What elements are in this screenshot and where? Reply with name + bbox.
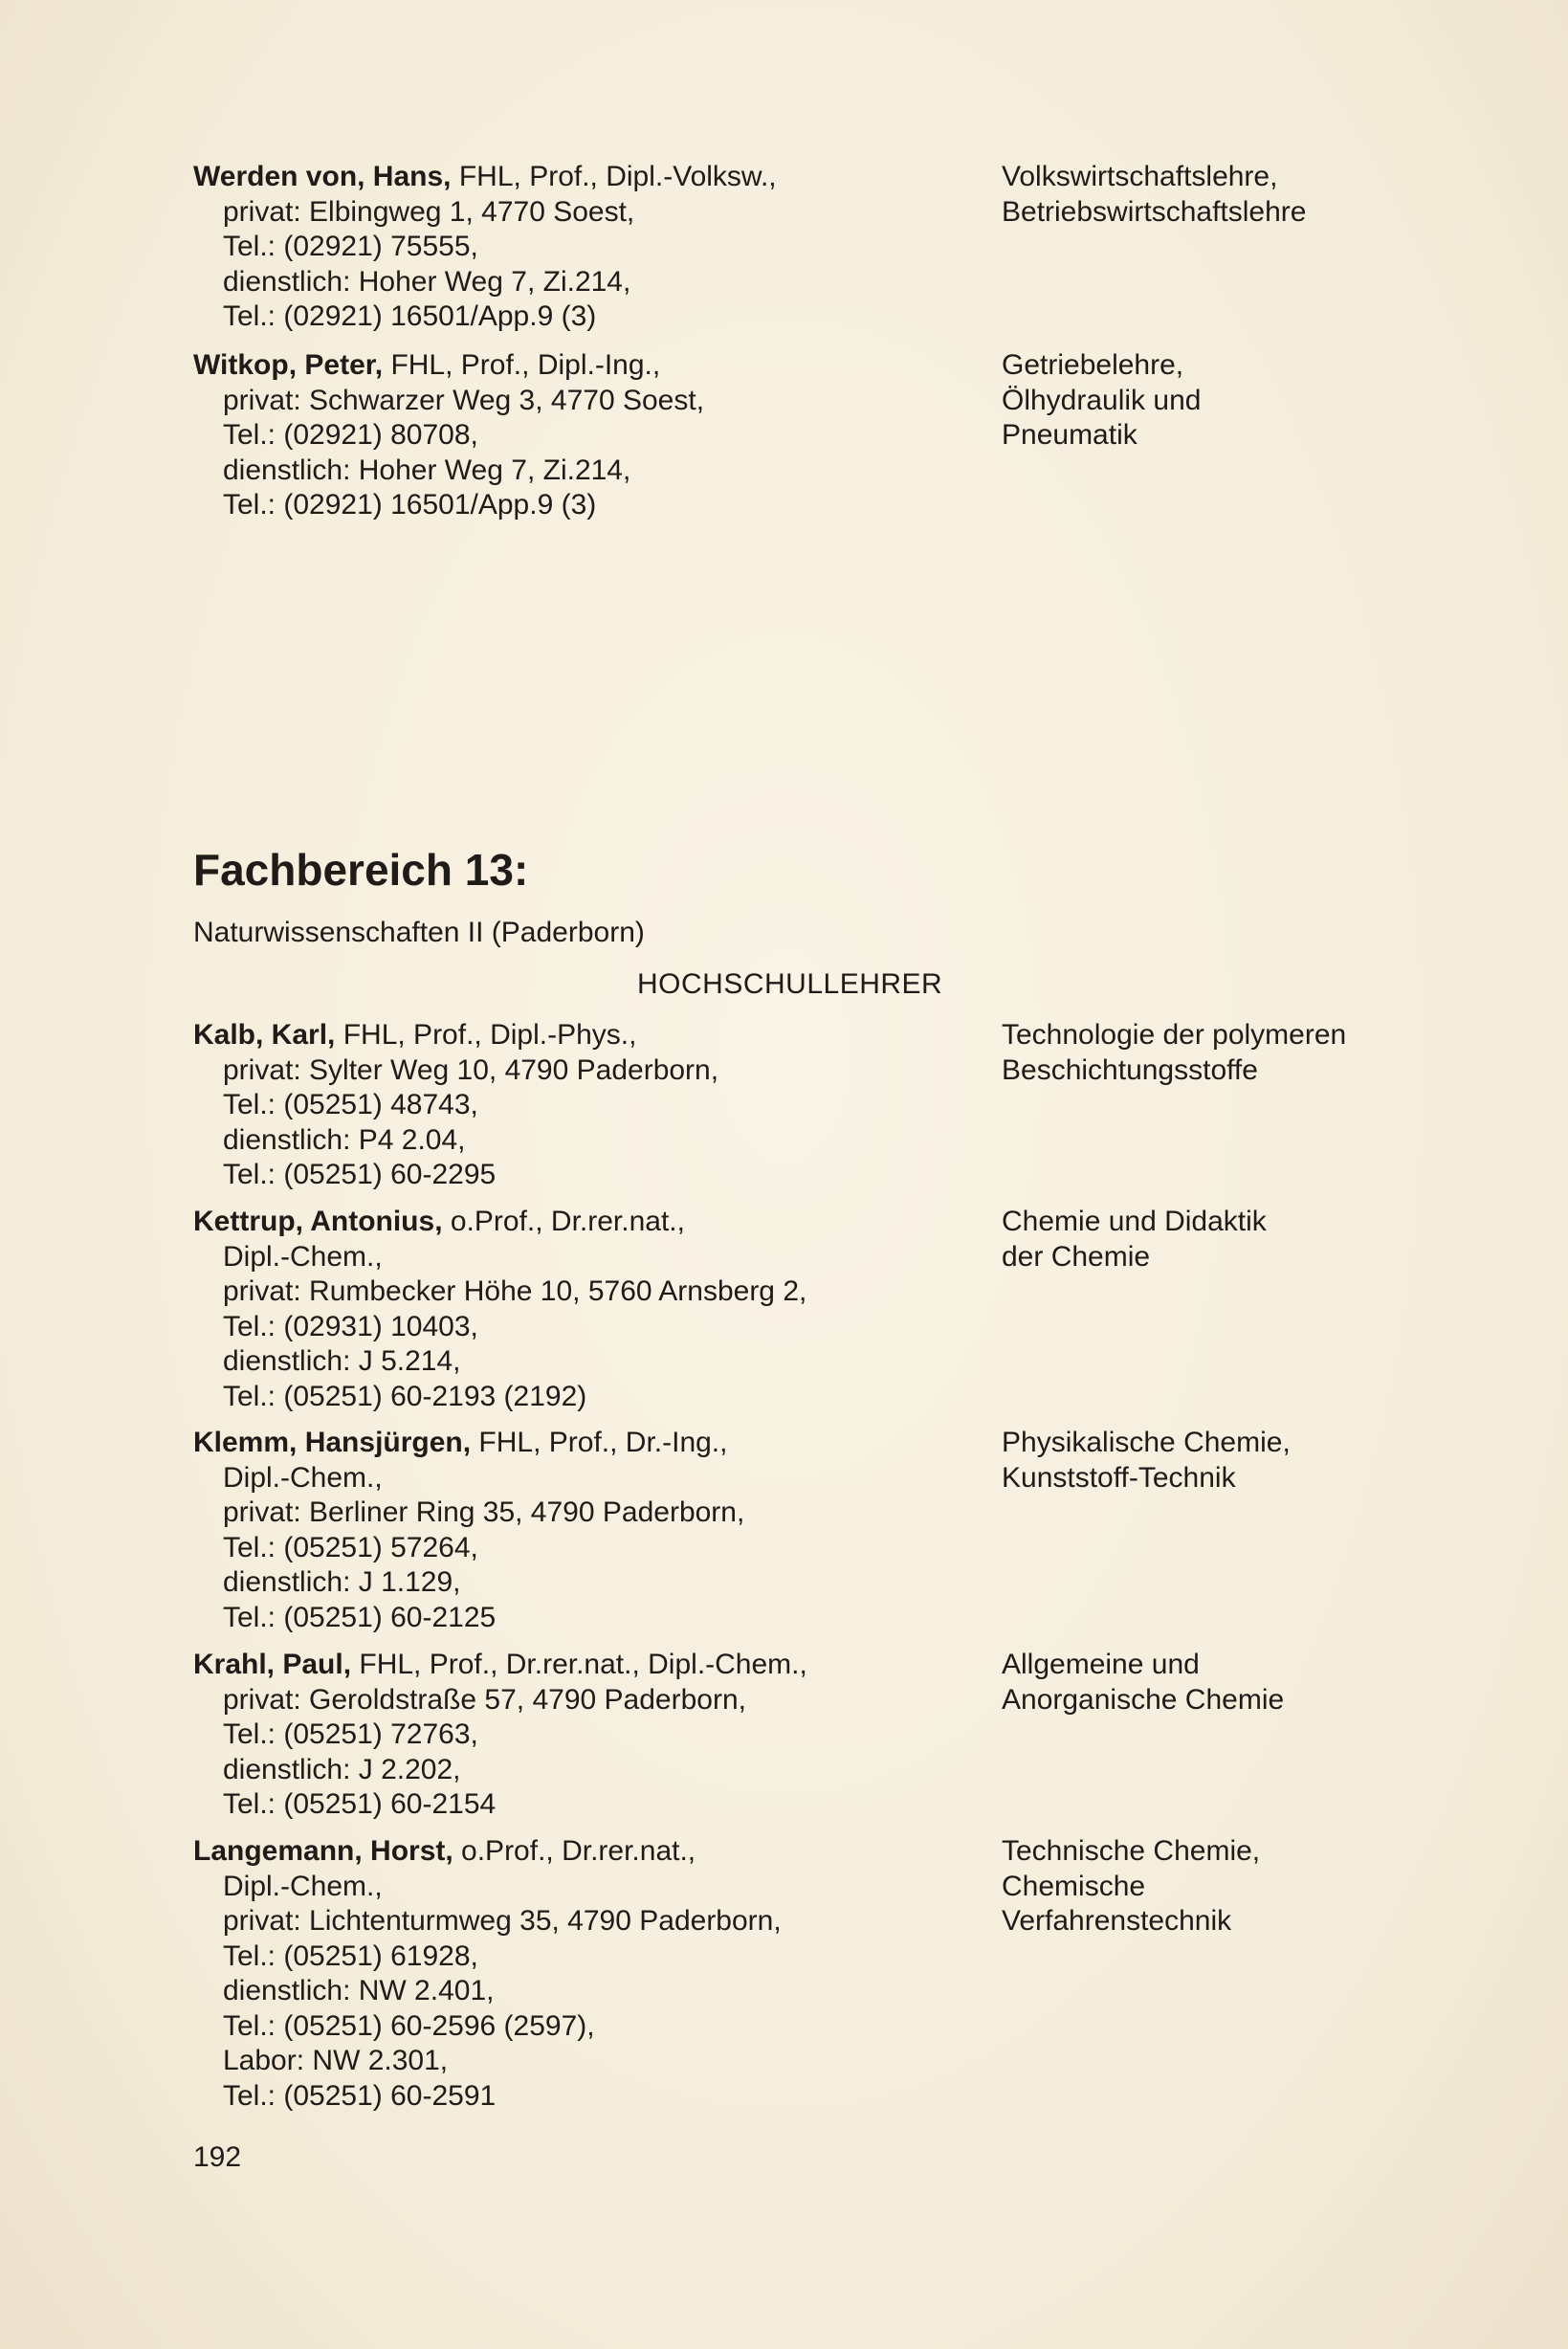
section-subtitle: Naturwissenschaften II (Paderborn) [193,917,645,948]
subject-line: der Chemie [1002,1240,1151,1273]
entry-line: Dipl.-Chem., [223,1240,383,1273]
entry-subjects [1002,1834,1499,1939]
entry-subjects [1002,1205,1499,1274]
entry-name: Witkop, Peter, [193,349,384,381]
entry-name: Werden von, Hans, [193,161,452,192]
entry-line: Tel.: (02931) 10403, [223,1310,478,1342]
section-heading: HOCHSCHULLEHRER [637,968,943,1000]
entry-line: Tel.: (05251) 61928, [223,1939,478,1972]
entry-line: Tel.: (02921) 80708, [223,419,478,451]
entry-line: Tel.: (05251) 48743, [223,1089,478,1120]
entry-line: Tel.: (05251) 60-2125 [223,1601,497,1633]
entry-line: Tel.: (05251) 60-2193 (2192) [223,1380,587,1412]
entry-name: Kalb, Karl, [193,1019,336,1051]
entry-line: dienstlich: Hoher Weg 7, Zi.214, [223,454,631,486]
subject-line: Beschichtungsstoffe [1002,1053,1258,1086]
entry-line: privat: Rumbecker Höhe 10, 5760 Arnsberg 2, [223,1275,807,1307]
entry-line: Tel.: (05251) 60-2295 [223,1159,497,1190]
entry-details [193,160,987,335]
entry-line: dienstlich: J 1.129, [223,1566,461,1598]
entry-name: Klemm, Hansjürgen, [193,1427,472,1458]
entry-title: FHL, Prof., Dipl.-Phys., [335,1019,637,1051]
page-number: 192 [193,2141,242,2173]
entry-line: Labor: NW 2.301, [223,2045,449,2076]
entry-line: Tel.: (05251) 60-2591 [223,2079,497,2112]
entry-line: Tel.: (05251) 60-2596 (2597), [223,2009,595,2042]
entry-line: dienstlich: J 5.214, [223,1345,461,1377]
entry-subjects [1002,348,1499,454]
entry-line: Tel.: (05251) 57264, [223,1531,478,1563]
entry-title: o.Prof., Dr.rer.nat., [453,1835,696,1867]
entry-line: Dipl.-Chem., [223,1461,383,1494]
entry-line: privat: Schwarzer Weg 3, 4770 Soest, [223,384,705,416]
entry-line: privat: Lichtenturmweg 35, 4790 Paderborn, [223,1905,782,1937]
subject-line: Chemische [1002,1870,1146,1902]
entry-details [193,1018,987,1193]
entry-title: FHL, Prof., Dipl.-Ing., [383,349,661,381]
entry-subjects [1002,1648,1499,1717]
entry-line: Tel.: (05251) 72763, [223,1718,478,1750]
entry-line: dienstlich: J 2.202, [223,1753,461,1785]
entry-title: FHL, Prof., Dr.-Ing., [471,1427,728,1458]
subject-line: Pneumatik [1002,419,1137,451]
subject-line: Physikalische Chemie, [1002,1427,1291,1458]
subject-line: Verfahrenstechnik [1002,1905,1232,1937]
section-title: Fachbereich 13: [193,845,529,895]
entry-line: privat: Sylter Weg 10, 4790 Paderborn, [223,1053,719,1086]
entry-subjects [1002,160,1499,230]
entry-line: Tel.: (02921) 16501/App.9 (3) [223,489,597,521]
entry-subjects [1002,1018,1499,1088]
subject-line: Getriebelehre, [1002,349,1184,381]
entry-line: Dipl.-Chem., [223,1870,383,1902]
entry-title: o.Prof., Dr.rer.nat., [442,1206,685,1237]
entry-details [193,1205,987,1414]
entry-name: Langemann, Horst, [193,1835,453,1867]
entry-title: FHL, Prof., Dr.rer.nat., Dipl.-Chem., [351,1649,807,1680]
subject-line: Allgemeine und [1002,1649,1200,1680]
subject-line: Technologie der polymeren [1002,1019,1347,1051]
entry-details [193,348,987,523]
subject-line: Volkswirtschaftslehre, [1002,161,1278,192]
entry-line: Tel.: (02921) 75555, [223,231,478,262]
entry-line: privat: Geroldstraße 57, 4790 Paderborn, [223,1683,746,1716]
subject-line: Ölhydraulik und [1002,384,1202,416]
entry-details [193,1648,987,1823]
subject-line: Technische Chemie, [1002,1835,1261,1867]
entry-line: dienstlich: Hoher Weg 7, Zi.214, [223,265,631,298]
entry-name: Krahl, Paul, [193,1649,352,1680]
entry-details [193,1426,987,1635]
entry-line: dienstlich: NW 2.401, [223,1975,495,2006]
subject-line: Chemie und Didaktik [1002,1206,1267,1237]
entry-title: FHL, Prof., Dipl.-Volksw., [451,161,777,192]
entry-line: privat: Elbingweg 1, 4770 Soest, [223,195,635,228]
entry-line: Tel.: (05251) 60-2154 [223,1788,497,1820]
subject-line: Anorganische Chemie [1002,1683,1285,1716]
subject-line: Kunststoff-Technik [1002,1461,1236,1494]
subject-line: Betriebswirtschaftslehre [1002,195,1307,228]
entry-details [193,1834,987,2114]
entry-line: Tel.: (02921) 16501/App.9 (3) [223,300,597,332]
entry-subjects [1002,1426,1499,1496]
entry-name: Kettrup, Antonius, [193,1206,443,1237]
entry-line: privat: Berliner Ring 35, 4790 Paderborn, [223,1496,745,1528]
entry-line: dienstlich: P4 2.04, [223,1123,466,1156]
